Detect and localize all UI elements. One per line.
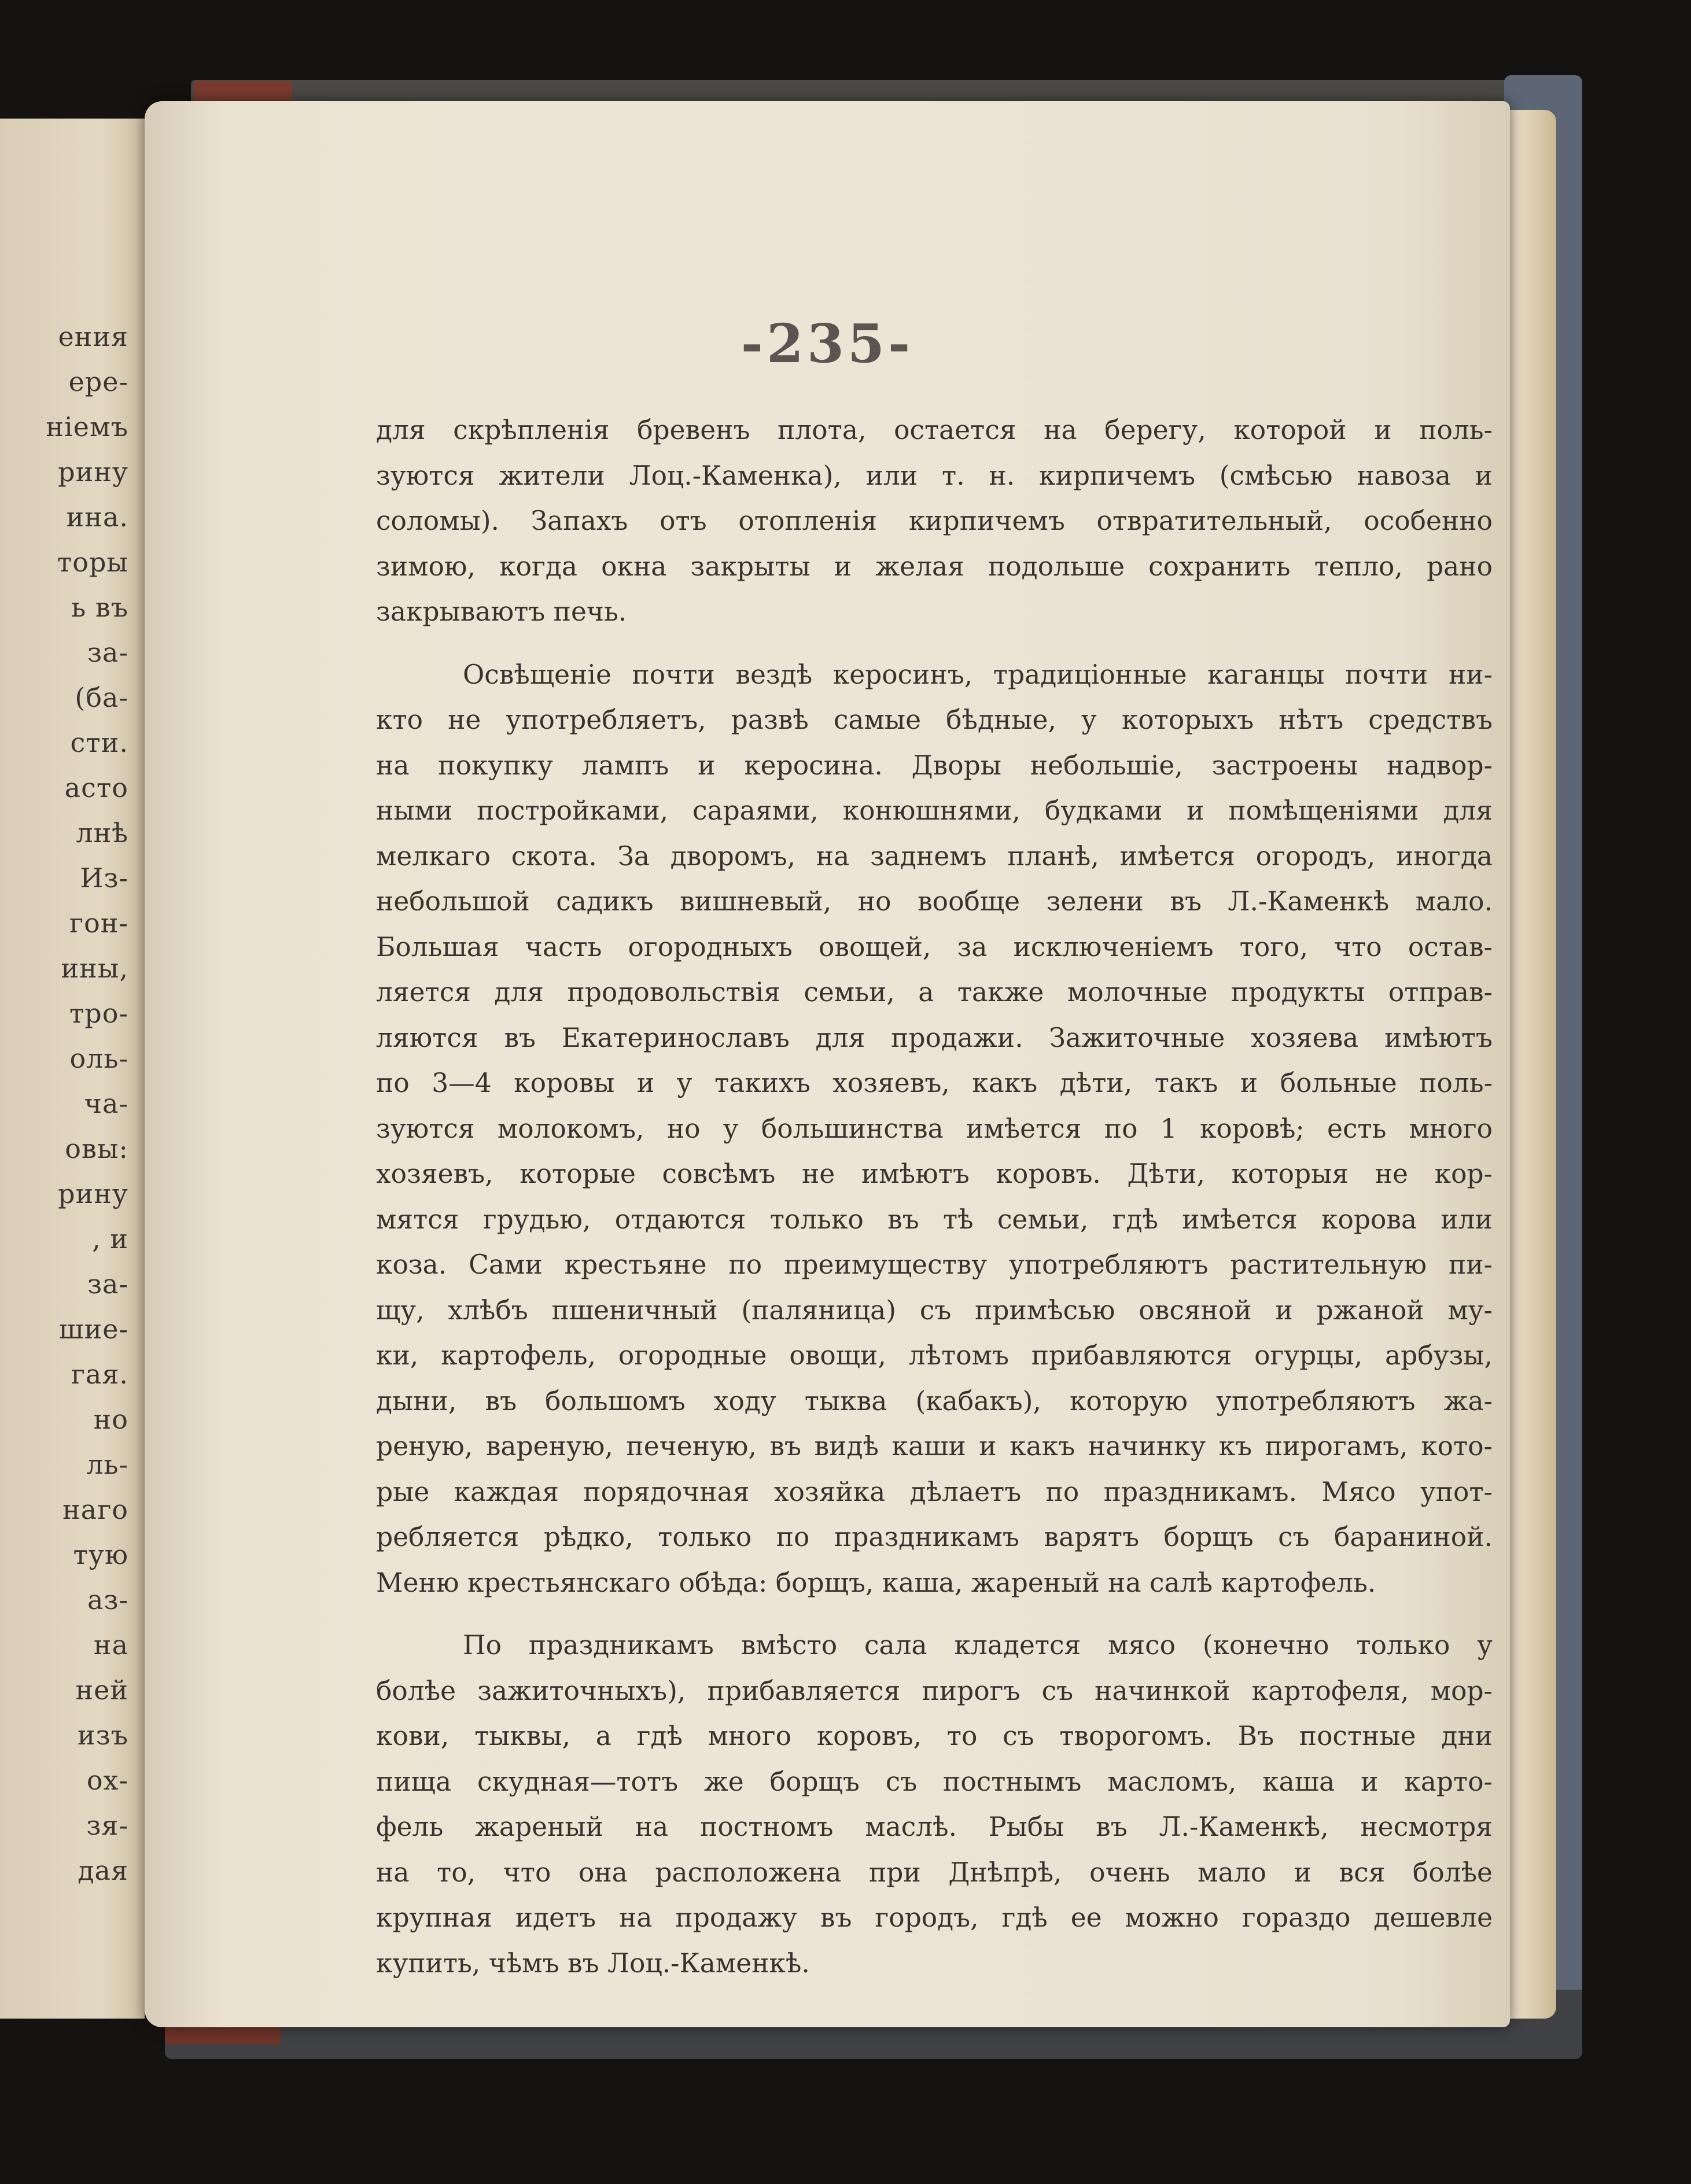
text-line: ляется для продовольствія семьи, а также молочные продукты отправ-	[376, 977, 1493, 1008]
left-page-fragment: рину	[58, 456, 128, 488]
text-line: зимою, когда окна закрыты и желая подольше сохранить тепло, рано	[376, 551, 1493, 582]
left-page-fragment: за-	[87, 1268, 128, 1300]
text-line: ребляется рѣдко, только по праздникамъ варятъ борщъ съ бараниной.	[376, 1522, 1493, 1552]
text-line: По праздникамъ вмѣсто сала кладется мясо (конечно только у	[463, 1630, 1493, 1661]
left-page-fragment: Из-	[80, 862, 128, 894]
left-page-fragment: ча-	[84, 1088, 128, 1119]
text-line: ными постройками, сараями, конюшнями, будками и помѣщеніями для	[376, 795, 1493, 826]
left-page-fragment: ере-	[68, 366, 128, 397]
text-line: на то, что она расположена при Днѣпрѣ, очень мало и вся болѣе	[376, 1857, 1493, 1888]
left-page-fragment: , и	[92, 1223, 128, 1255]
left-page-fragment: ль-	[86, 1449, 128, 1480]
text-line: кови, тыквы, а гдѣ много коровъ, то съ творогомъ. Въ постные дни	[376, 1721, 1493, 1751]
text-line: Меню крестьянскаго обѣда: борщъ, каша, жареный на салѣ картофель.	[376, 1567, 1376, 1598]
left-page-fragment: дая	[78, 1855, 128, 1886]
left-page-fragment: на	[93, 1629, 128, 1661]
left-page-fragment: за-	[87, 637, 128, 668]
text-line: рые каждая порядочная хозяйка дѣлаетъ по праздникамъ. Мясо упот-	[376, 1476, 1493, 1507]
left-page-fragment: рину	[58, 1178, 128, 1209]
left-page-fragment: оль-	[69, 1043, 128, 1074]
text-line: соломы). Запахъ отъ отопленія кирпичемъ отвратительный, особенно	[376, 506, 1493, 536]
left-page-fragment: ніемъ	[46, 411, 128, 442]
text-line: фель жареный на постномъ маслѣ. Рыбы въ Л.-Каменкѣ, несмотря	[376, 1812, 1493, 1842]
left-page-fragment: аз-	[87, 1584, 128, 1615]
left-page-fragment: но	[93, 1404, 128, 1435]
left-page-fragment: ь въ	[71, 592, 128, 623]
left-page-fragment: тро-	[69, 998, 128, 1029]
text-line: зуются молокомъ, но у большинства имѣется по 1 коровѣ; есть много	[376, 1113, 1493, 1144]
left-page-fragment: изъ	[77, 1720, 128, 1751]
body-text	[376, 408, 1493, 1986]
text-line: Большая часть огородныхъ овощей, за исключеніемъ того, что остав-	[376, 931, 1493, 962]
left-page-fragment: торы	[57, 547, 128, 578]
left-page-fragment: ина.	[66, 501, 128, 533]
text-line: купить, чѣмъ въ Лоц.-Каменкѣ.	[376, 1947, 810, 1979]
left-page-fragment: шие-	[58, 1314, 128, 1345]
text-line: коза. Сами крестьяне по преимуществу употребляютъ растительную пи-	[376, 1249, 1493, 1280]
left-page-fragment: ох-	[86, 1765, 128, 1796]
left-page-fragment: ины,	[61, 953, 128, 984]
text-line: ляются въ Екатеринославъ для продажи. Зажиточные хозяева имѣютъ	[376, 1022, 1493, 1053]
left-page-fragment: гая.	[71, 1359, 128, 1390]
text-line: кто не употребляетъ, развѣ самые бѣдные, у которыхъ нѣтъ средствъ	[376, 704, 1493, 735]
text-line: на покупку лампъ и керосина. Дворы небольшіе, застроены надвор-	[376, 750, 1493, 781]
text-line: для скрѣпленія бревенъ плота, остается на берегу, которой и поль-	[376, 415, 1493, 445]
text-line: небольшой садикъ вишневый, но вообще зелени въ Л.-Каменкѣ мало.	[376, 886, 1493, 917]
left-facing-page	[0, 119, 145, 2019]
left-page-fragment: (ба-	[75, 682, 128, 713]
text-line: болѣе зажиточныхъ), прибавляется пирогъ съ начинкой картофеля, мор-	[376, 1675, 1493, 1706]
text-line: по 3—4 коровы и у такихъ хозяевъ, какъ дѣти, такъ и больные поль-	[376, 1068, 1493, 1098]
text-line: реную, вареную, печеную, въ видѣ каши и какъ начинку къ пирогамъ, кото-	[376, 1431, 1493, 1462]
left-page-fragment: ения	[58, 321, 128, 352]
left-page-fragment: ней	[75, 1674, 128, 1706]
left-page-fragment: овы:	[65, 1133, 128, 1164]
text-line: закрываютъ печь.	[376, 596, 627, 627]
text-line: мятся грудью, отдаются только въ тѣ семьи, гдѣ имѣется корова или	[376, 1204, 1493, 1235]
left-page-fragment: зя-	[86, 1810, 128, 1841]
page-number: -235-	[740, 312, 914, 375]
left-page-fragment: наго	[62, 1494, 128, 1525]
left-page-fragment: сти.	[70, 727, 128, 758]
left-page-fragment: асто	[64, 772, 128, 803]
text-line: крупная идетъ на продажу въ городъ, гдѣ ее можно гораздо дешевле	[376, 1902, 1493, 1933]
text-line: пища скудная—тотъ же борщъ съ постнымъ масломъ, каша и карто-	[376, 1766, 1493, 1797]
left-page-fragment: лнѣ	[76, 817, 128, 848]
text-line: щу, хлѣбъ пшеничный (паляница) съ примѣсью овсяной и ржаной му-	[376, 1294, 1493, 1326]
text-line: хозяевъ, которые совсѣмъ не имѣютъ коровъ. Дѣти, которыя не кор-	[376, 1159, 1493, 1189]
text-line: Освѣщеніе почти вездѣ керосинъ, традиціонные каганцы почти ни-	[463, 659, 1493, 690]
text-line: мелкаго скота. За дворомъ, на заднемъ планѣ, имѣется огородъ, иногда	[376, 840, 1493, 872]
left-page-fragment: гон-	[69, 907, 128, 939]
left-page-fragment: тую	[73, 1539, 128, 1570]
text-line: зуются жители Лоц.-Каменка), или т. н. кирпичемъ (смѣсью навоза и	[376, 460, 1493, 491]
text-line: ки, картофель, огородные овощи, лѣтомъ прибавляются огурцы, арбузы,	[376, 1340, 1493, 1371]
right-page	[145, 101, 1510, 2027]
text-line: дыни, въ большомъ ходу тыква (кабакъ), которую употребляютъ жа-	[376, 1385, 1493, 1416]
